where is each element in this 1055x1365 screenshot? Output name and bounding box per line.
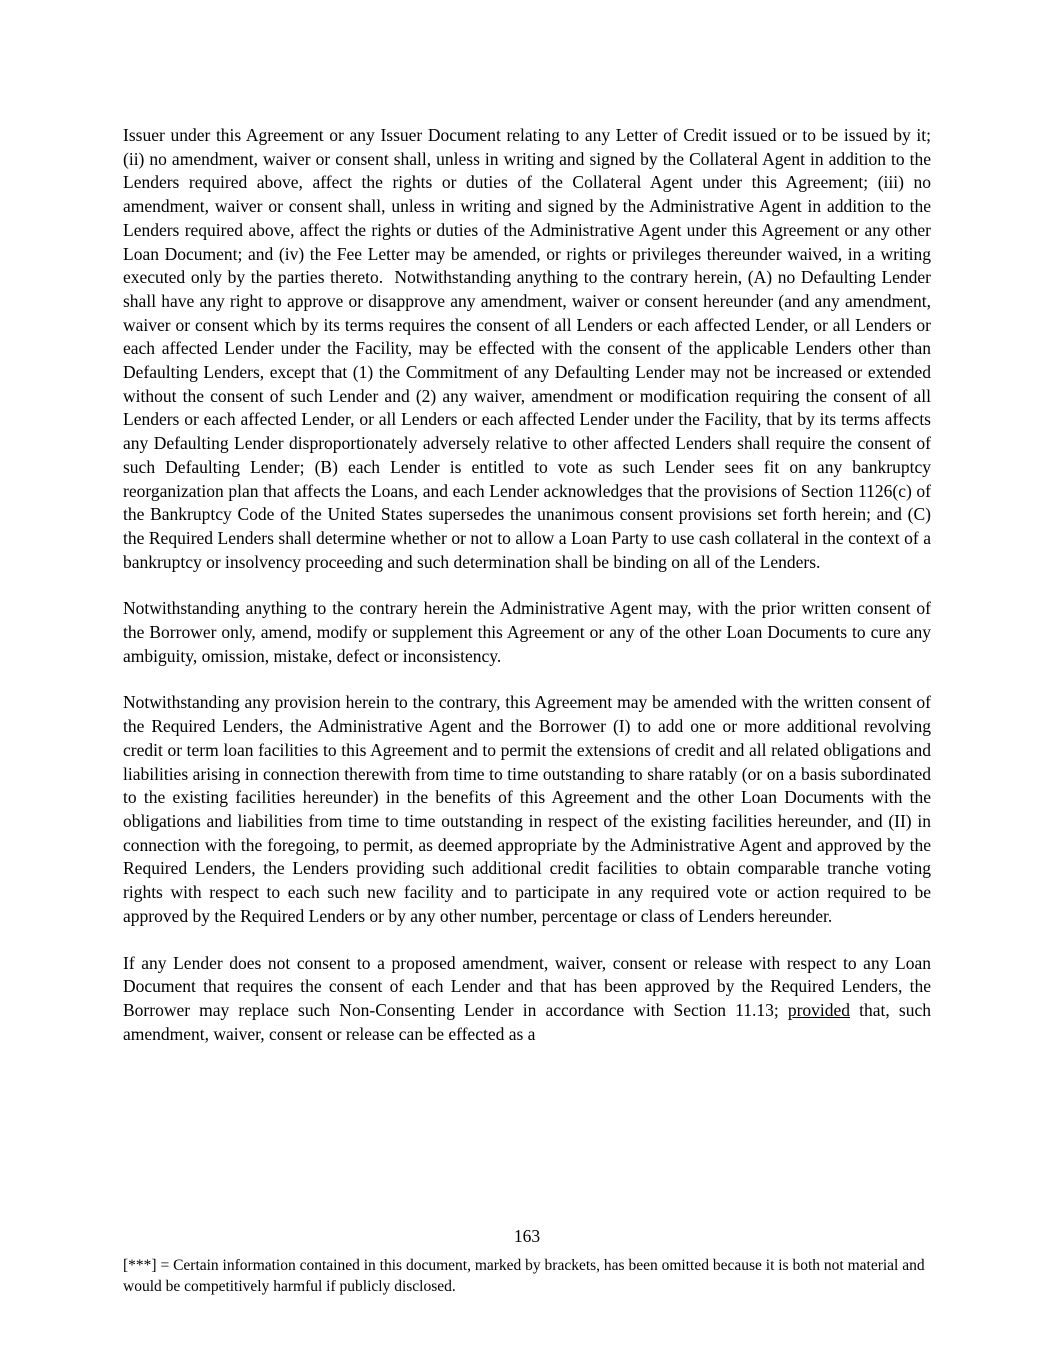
paragraph-additional-facilities: Notwithstanding any provision herein to the contrary, this Agreement may be amended with the written consent of the Required Lenders, the Administrative Agent and the Borrower (I) to add one or more additional revolving credit or term loan facilities to this Agreement and to permit the extensions of credit and all related obligations and liabilities arising in connection therewith from time to time outstanding to share ratably (or on a basis subordinated to the existing facilities hereunder) in the benefits of this Agreement and the other Loan Documents with the obligations and liabilities from time to time outstanding in respect of the existing facilities hereunder, and (II) in connection with the foregoing, to permit, as deemed appropriate by the Administrative Agent and approved by the Required Lenders, the Lenders providing such additional credit facilities to obtain comparable tranche voting rights with respect to each such new facility and to participate in any required vote or action required to be approved by the Required Lenders or by any other number, percentage or class of Lenders hereunder. (123, 692, 931, 926)
page-footer (123, 1224, 931, 1297)
document-body (123, 124, 931, 1069)
page-number: 163 (513, 1226, 541, 1246)
paragraph-admin-agent-amendments: Notwithstanding anything to the contrary herein the Administrative Agent may, with the prior written consent of the Borrower only, amend, modify or supplement this Agreement or any of the other Loan Documents to cure any ambiguity, omission, mistake, defect or inconsistency. (123, 598, 931, 666)
paragraph-amendments-waivers: Issuer under this Agreement or any Issuer Document relating to any Letter of Credit issued or to be issued by it; (ii) no amendment, waiver or consent shall, unless in writing and signed by the Collateral Agent in addition to the Lenders required above, affect the rights or duties of the Collateral Agent under this Agreement; (iii) no amendment, waiver or consent shall, unless in writing and signed by the Administrative Agent in addition to the Lenders required above, affect the rights or duties of the Administrative Agent under this Agreement or any other Loan Document; and (iv) the Fee Letter may be amended, or rights or privileges thereunder waived, in a writing executed only by the parties thereto. Notwithstanding anything to the contrary herein, (A) no Defaulting Lender shall have any right to approve or disapprove any amendment, waiver or consent hereunder (and any amendment, waiver or consent which by its terms requires the consent of all Lenders or each affected Lender, or all Lenders or each affected Lender under the Facility, may be effected with the consent of the applicable Lenders other than Defaulting Lenders, except that (1) the Commitment of any Defaulting Lender may not be increased or extended without the consent of such Lender and (2) any waiver, amendment or modification requiring the consent of all Lenders or each affected Lender, or all Lenders or each affected Lender under the Facility, that by its terms affects any Defaulting Lender disproportionately adversely relative to other affected Lenders shall require the consent of such Defaulting Lender; (B) each Lender is entitled to vote as such Lender sees fit on any bankruptcy reorganization plan that affects the Loans, and each Lender acknowledges that the provisions of Section 1126(c) of the Bankruptcy Code of the United States supersedes the unanimous consent provisions set forth herein; and (C) the Required Lenders shall determine whether or not to allow a Loan Party to use cash collateral in the context of a bankruptcy or insolvency proceeding and such determination shall be binding on all of the Lenders. (123, 125, 931, 572)
underlined-term-provided: provided (787, 999, 851, 1020)
paragraph-4-text-before: If any Lender does not consent to a proposed amendment, waiver, consent or release with respect to any Loan Document that requires the consent of each Lender and that has been approved by the Required Lenders, the Borrower may replace such Non-Consenting Lender in accordance with Section 11.13; (123, 952, 931, 1020)
paragraph-4-text-after: that, such amendment, waiver, consent or release can be effected as a (123, 999, 931, 1044)
paragraph-non-consenting-lender (123, 952, 931, 1047)
confidentiality-footnote: [***] = Certain information contained in this document, marked by brackets, has been omitted because it is both not material and would be competitively harmful if publicly disclosed. (123, 1257, 925, 1295)
